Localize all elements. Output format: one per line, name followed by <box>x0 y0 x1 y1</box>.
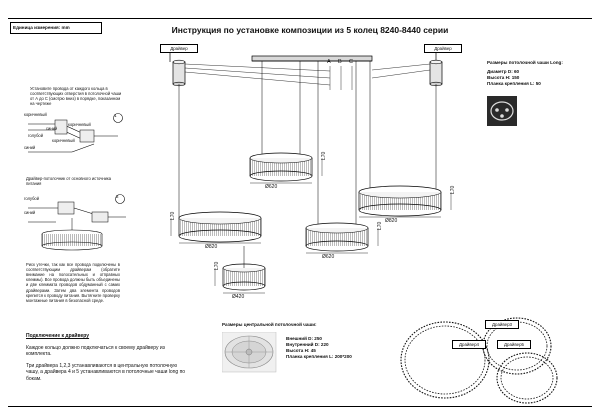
ring-thumbnail <box>30 218 114 256</box>
connect-title: Подключение к драйверу <box>26 333 90 339</box>
driver3-label: Драйвер3 <box>485 320 519 329</box>
long-cup-panel <box>487 60 592 87</box>
center-cup-spec-1: Внутренний D: 220 <box>286 341 329 347</box>
driver5-label: Драйвер5 <box>497 340 531 349</box>
dim-h2: L70 <box>450 185 456 194</box>
ring-3 <box>179 212 261 242</box>
wire-label-6: голубой <box>24 196 39 201</box>
driver-label-right: Драйвер <box>424 44 462 53</box>
connect-p2: Три драйвера 1,2,3 устанавливаются в центральную потолочную чашу, а драйвера 4 и 5 устанавливаются в потолочные чаши long по бокам. <box>26 362 186 382</box>
connect-p1: Каждое кольцо должно подключаться к своему драйверу из комплекта. <box>26 344 165 357</box>
footer-bar <box>0 408 600 418</box>
center-cup-photo <box>222 332 280 376</box>
marker-a: A <box>327 59 331 65</box>
driver4-label: Драйвер4 <box>452 340 486 349</box>
center-cup-specs <box>286 336 396 360</box>
dim-h1: L70 <box>321 151 327 160</box>
long-cup-title: Размеры потолочной чаши Long: <box>487 60 563 65</box>
center-cup-spec-0: Внешний D: 250 <box>286 336 322 341</box>
wire-label-synij: синий <box>24 210 36 215</box>
page-title: Инструкция по установке композиции из 5 колец 8240-8440 серии <box>171 25 449 35</box>
long-cup-spec-2: Планка крепления L: 50 <box>487 81 541 87</box>
dim-h3: L70 <box>170 211 176 220</box>
marker-c: C <box>349 59 353 65</box>
connect-section <box>26 333 186 382</box>
callout-1: 1 <box>114 113 117 118</box>
long-cup-photo <box>487 96 527 128</box>
center-cup-title: Размеры центральной потолочной чаши: <box>222 322 317 327</box>
ring-2 <box>359 186 441 216</box>
driver-note: Драйвер-потолочник от основного источника питания <box>26 176 112 187</box>
dim-d820-a: Ø820 <box>385 218 398 224</box>
center-cup-spec-3: Планка крепления L: 200*200 <box>286 353 352 359</box>
center-cup-section <box>222 322 342 328</box>
ring-5 <box>223 246 265 290</box>
center-cup-spec-2: Высота H: 45 <box>286 347 316 353</box>
driver-label-left: Драйвер <box>160 44 198 53</box>
left-note-top: Установите провода от каждого кольца в соответствующих отверстия в потолочной чаши от А до С (смотрю вниз) в порядке, показанном на чертеже <box>30 86 122 107</box>
callout-2: 2 <box>116 194 119 199</box>
long-cup-spec-0: Диаметр D: 60 <box>487 69 520 75</box>
dim-d620-a: Ø620 <box>265 184 278 190</box>
wire-label-3: коричневый <box>68 122 91 127</box>
marker-b: B <box>338 59 342 65</box>
dim-d420: Ø420 <box>232 294 245 300</box>
top-view-rings <box>395 316 595 408</box>
wire-label-5: синий <box>24 145 36 150</box>
dim-h4: L70 <box>377 221 383 230</box>
left-bottom-note: Риск утечки, так как все провода подключены в соответствующим драйверам (обратите внимание на полосательных и отправных клеммы). Все провода должны быть объединены и две клеммата проводов обдуманный с самих драйверами. Затем два элемента проводов крепится к проводу питания. Вытягните проверку монтажные питания в безопасной среде. <box>26 262 120 303</box>
dim-d620-b: Ø620 <box>322 254 335 260</box>
long-cup-spec-1: Высота H: 150 <box>487 75 520 81</box>
unit-label: Единица измерения: mm <box>13 25 70 30</box>
wire-label-4: коричневый <box>52 138 75 143</box>
ring-4 <box>306 223 368 251</box>
dim-d820-b: Ø820 <box>205 244 218 250</box>
ring-1 <box>250 153 312 181</box>
dim-h5: L70 <box>214 261 220 270</box>
wire-label-2: голубой <box>28 133 43 138</box>
wire-label-1: синий <box>46 126 58 131</box>
wire-label-0: коричневый <box>24 112 47 117</box>
